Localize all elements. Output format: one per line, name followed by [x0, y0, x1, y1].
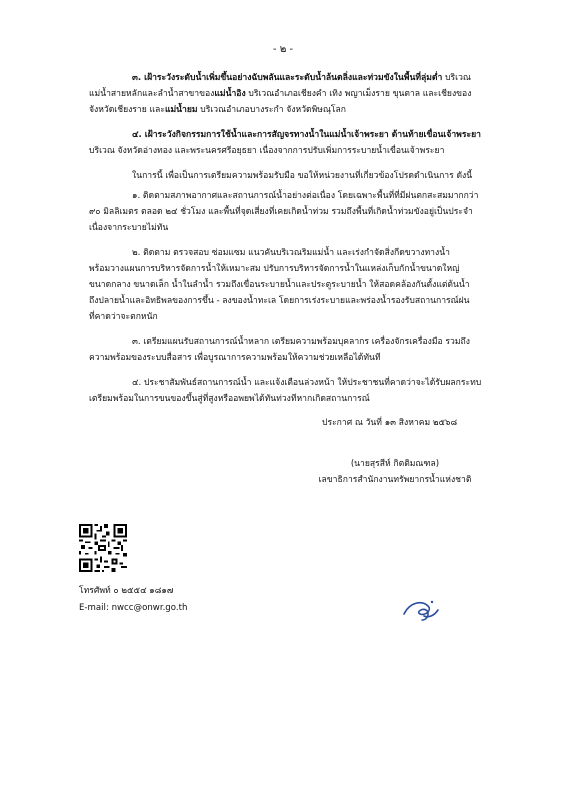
action4-line1: ๔. ประชาสัมพันธ์สถานการณ์น้ำ และแจ้งเตือนล่วงหน้า ให้ประชาชนที่คาดว่าจะได้รับผลกระทบ — [132, 378, 482, 388]
phone-number: โทรศัพท์ ๐ ๒๕๕๔ ๑๘๑๗ — [79, 586, 174, 596]
action1-line3: เนื่องจากระบายไม่ทัน — [89, 223, 169, 233]
action1-line2: ๙๐ มิลลิเมตร ตลอด ๒๔ ชั่วโมง และพื้นที่จุดเสี่ยงที่เคยเกิดน้ำท่วม รวมถึงพื้นที่เกิดน้ำท่วมขังอยู่เป็นประจำ — [89, 207, 473, 217]
action2-line4: ถึงปลายน้ำและอิทธิพลของการขึ้น - ลงของน้ำทะเล โดยการเร่งระบายและพร่องน้ำรองรับสถานการณ์ฝน — [89, 296, 470, 306]
action2-line1: ๒. ติดตาม ตรวจสอบ ซ่อมแซม แนวคันบริเวณริมแม่น้ำ และเร่งกำจัดสิ่งกีดขวางทางน้ำ — [132, 248, 450, 258]
item3-line2-text-c: บริเวณอำเภอเชียงคำ เทิง พญาเม็งราย ขุนตาล และเชียงของ — [245, 89, 472, 99]
action2-line5: ที่คาดว่าจะตกหนัก — [89, 312, 158, 322]
action1-line1: ๑. ติดตามสภาพอากาศและสถานการณ์น้ำอย่างต่อเนื่อง โดยเฉพาะพื้นที่ที่มีฝนตกสะสมมากกว่า — [132, 191, 479, 201]
action3-line1: ๓. เตรียมแผนรับสถานการณ์น้ำหลาก เตรียมความพร้อมบุคลากร เครื่องจักรเครื่องมือ รวมถึง — [132, 337, 470, 347]
item4-line2: บริเวณ จังหวัดอ่างทอง และพระนครศรีอยุธยา เนื่องจากการปรับเพิ่มการระบายน้ำเขื่อนเจ้าพระยา — [89, 146, 445, 156]
action3-line2: ความพร้อมของระบบสื่อสาร เพื่อบูรณาการความพร้อมให้ความช่วยเหลือได้ทันที — [89, 353, 381, 363]
item3-heading: ๓. เฝ้าระวังระดับน้ำเพิ่มขึ้นอย่างฉับพลันและระดับน้ำล้นตลิ่งและท่วมขังในพื้นที่ลุ่มต่ำ — [132, 73, 443, 83]
item4-heading: ๔. เฝ้าระวังกิจกรรมการใช้น้ำและการสัญจรทางน้ำในแม่น้ำเจ้าพระยา ด้านท้ายเขื่อนเจ้าพระยา — [132, 130, 481, 140]
item3-line2 — [89, 88, 471, 100]
item3-line1-rest: บริเวณ — [442, 73, 471, 83]
email-address: E-mail: nwcc@onwr.go.th — [79, 603, 188, 613]
action2-line3: ขนาดกลาง ขนาดเล็ก น้ำในลำน้ำ รวมถึงเขื่อนระบายน้ำและประตูระบายน้ำ ให้สอดคล้องกันตั้งแต่ต้นน้ำ — [89, 280, 470, 290]
item3-river-ing: แม่น้ำอิง — [214, 89, 246, 99]
item3-line3 — [89, 104, 346, 116]
item3-line3-text-a: จังหวัดเชียงราย และ — [89, 105, 165, 115]
item3-line2-text-a: แม่น้ำสายหลักและลำน้ำสาขาของ — [89, 89, 215, 99]
qr-code-icon — [79, 524, 127, 572]
intro-paragraph: ในการนี้ เพื่อเป็นการเตรียมความพร้อมรับมือ ขอให้หน่วยงานที่เกี่ยวข้องโปรดดำเนินการ ดังนี้ — [132, 171, 473, 181]
action4-line2: เตรียมพร้อมในการขนของขึ้นสู่ที่สูงหรืออพยพได้ทันท่วงทีหากเกิดสถานการณ์ — [89, 394, 370, 404]
announcement-date: ประกาศ ณ วันที่ ๑๓ สิงหาคม ๒๕๖๘ — [322, 418, 458, 428]
signer-name: (นายสุรสีห์ กิตติมณฑล) — [350, 459, 440, 469]
item3-line3-text-c: บริเวณอำเภอบางระกำ จังหวัดพิษณุโลก — [197, 105, 346, 115]
signer-title: เลขาธิการสำนักงานทรัพยากรน้ำแห่งชาติ — [318, 475, 472, 485]
action2-line2: พร้อมวางแผนการบริหารจัดการน้ำให้เหมาะสม ปรับการบริหารจัดการน้ำในแหล่งเก็บกักน้ำขนาดใหญ่ — [89, 264, 460, 274]
page-number: - ๒ - — [272, 44, 294, 55]
item3-line1 — [132, 72, 471, 84]
item3-river-yom: แม่น้ำยม — [164, 105, 198, 115]
signature-image — [398, 596, 446, 626]
